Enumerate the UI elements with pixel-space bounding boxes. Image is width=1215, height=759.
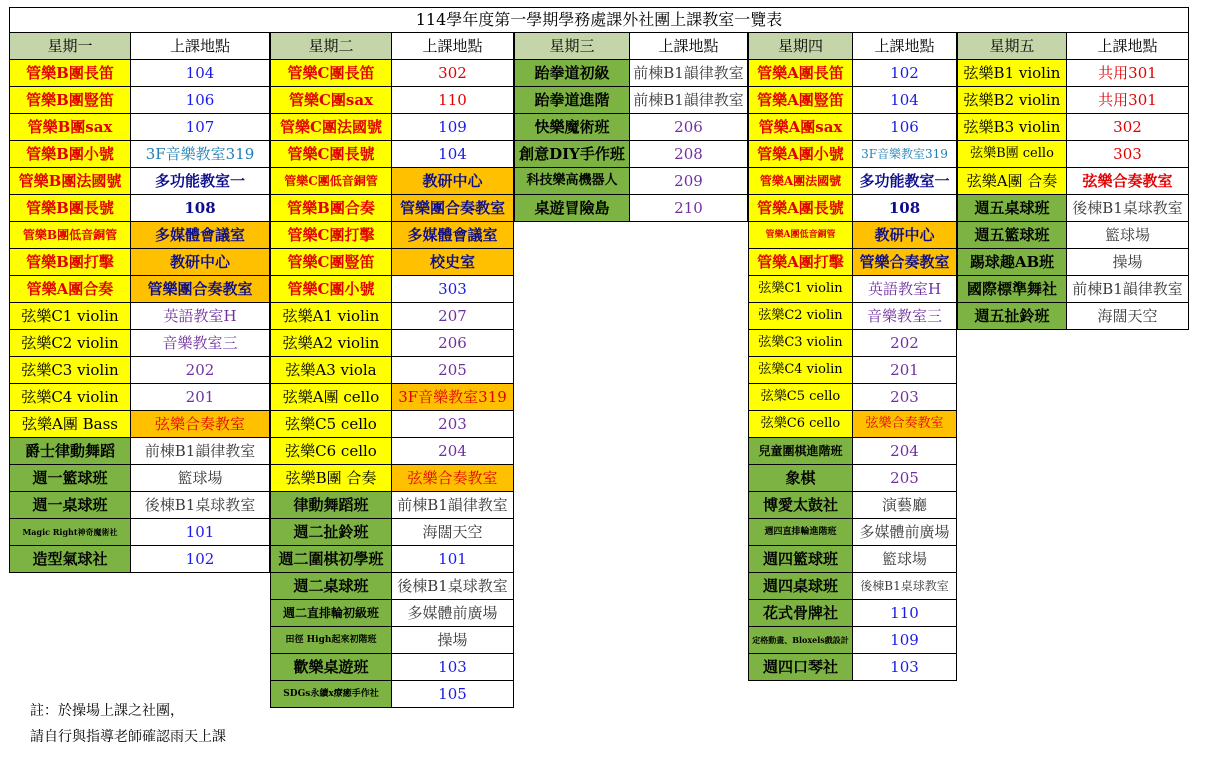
club-name: 週五籃球班 bbox=[957, 222, 1067, 249]
club-name: 管樂B團小號 bbox=[9, 141, 131, 168]
club-name: Magic Right神奇魔術社 bbox=[9, 519, 131, 546]
club-name: 爵士律動舞蹈 bbox=[9, 438, 131, 465]
club-name: 管樂A團小號 bbox=[748, 141, 853, 168]
day-header: 星期一 bbox=[9, 33, 131, 60]
club-name: 週二圍棋初學班 bbox=[270, 546, 392, 573]
club-name: 歡樂桌遊班 bbox=[270, 654, 392, 681]
day-header: 星期五 bbox=[957, 33, 1067, 60]
club-name: 管樂B團長笛 bbox=[9, 60, 131, 87]
table-row bbox=[957, 303, 1189, 330]
club-name: 弦樂C3 violin bbox=[748, 330, 853, 357]
table-row bbox=[270, 195, 514, 222]
table-row bbox=[748, 627, 957, 654]
club-name: 象棋 bbox=[748, 465, 853, 492]
table-row bbox=[270, 654, 514, 681]
table-row bbox=[748, 438, 957, 465]
room-location: 前棟B1韻律教室 bbox=[630, 60, 748, 87]
location-header: 上課地點 bbox=[630, 33, 748, 60]
room-location: 弦樂合奏教室 bbox=[392, 465, 514, 492]
club-name: 弦樂C5 cello bbox=[748, 384, 853, 411]
room-location: 英語教室H bbox=[853, 276, 957, 303]
table-row bbox=[748, 600, 957, 627]
table-row bbox=[270, 222, 514, 249]
club-name: 管樂C團sax bbox=[270, 87, 392, 114]
club-name: 弦樂C4 violin bbox=[9, 384, 131, 411]
table-row bbox=[270, 114, 514, 141]
room-location: 前棟B1韻律教室 bbox=[630, 87, 748, 114]
location-header: 上課地點 bbox=[1067, 33, 1189, 60]
club-name: 弦樂B團 cello bbox=[957, 141, 1067, 168]
club-name: 管樂C團小號 bbox=[270, 276, 392, 303]
room-location: 前棟B1韻律教室 bbox=[392, 492, 514, 519]
club-name: 週四籃球班 bbox=[748, 546, 853, 573]
club-name: 弦樂A1 violin bbox=[270, 303, 392, 330]
table-row bbox=[957, 141, 1189, 168]
room-location: 海闊天空 bbox=[1067, 303, 1189, 330]
club-name: 管樂A團sax bbox=[748, 114, 853, 141]
club-name: 週二扯鈴班 bbox=[270, 519, 392, 546]
room-location: 籃球場 bbox=[853, 546, 957, 573]
club-name: 桌遊冒險島 bbox=[514, 195, 630, 222]
table-row bbox=[270, 492, 514, 519]
club-name: 週一籃球班 bbox=[9, 465, 131, 492]
mon-header-row bbox=[9, 33, 270, 60]
thu-header-row bbox=[748, 33, 957, 60]
room-location: 3F音樂教室319 bbox=[392, 384, 514, 411]
table-row bbox=[957, 87, 1189, 114]
club-name: 週四桌球班 bbox=[748, 573, 853, 600]
room-location: 103 bbox=[392, 654, 514, 681]
table-row bbox=[748, 411, 957, 438]
table-row bbox=[748, 573, 957, 600]
table-row bbox=[748, 654, 957, 681]
club-name: 管樂A團打擊 bbox=[748, 249, 853, 276]
room-location: 204 bbox=[392, 438, 514, 465]
room-location: 101 bbox=[131, 519, 270, 546]
club-name: 弦樂C5 cello bbox=[270, 411, 392, 438]
club-name: 管樂B團sax bbox=[9, 114, 131, 141]
table-row bbox=[270, 141, 514, 168]
room-location: 205 bbox=[853, 465, 957, 492]
club-name: 弦樂B3 violin bbox=[957, 114, 1067, 141]
table-row bbox=[270, 546, 514, 573]
club-name: 管樂B團法國號 bbox=[9, 168, 131, 195]
club-name: 管樂C團法國號 bbox=[270, 114, 392, 141]
club-name: 弦樂B2 violin bbox=[957, 87, 1067, 114]
room-location: 管樂團合奏教室 bbox=[131, 276, 270, 303]
day-header: 星期四 bbox=[748, 33, 853, 60]
club-name: 造型氣球社 bbox=[9, 546, 131, 573]
room-location: 後棟B1桌球教室 bbox=[853, 573, 957, 600]
table-row bbox=[957, 168, 1189, 195]
club-name: 弦樂C3 violin bbox=[9, 357, 131, 384]
table-row bbox=[748, 87, 957, 114]
club-name: 管樂B團合奏 bbox=[270, 195, 392, 222]
club-name: 博愛太鼓社 bbox=[748, 492, 853, 519]
room-location: 108 bbox=[131, 195, 270, 222]
table-row bbox=[748, 114, 957, 141]
room-location: 多媒體前廣場 bbox=[853, 519, 957, 546]
room-location: 110 bbox=[853, 600, 957, 627]
club-name: 週五扯鈴班 bbox=[957, 303, 1067, 330]
room-location: 3F音樂教室319 bbox=[131, 141, 270, 168]
room-location: 弦樂合奏教室 bbox=[131, 411, 270, 438]
tue-header-row bbox=[270, 33, 514, 60]
club-name: 管樂C團長號 bbox=[270, 141, 392, 168]
thursday-column bbox=[748, 33, 957, 681]
table-row bbox=[514, 141, 748, 168]
club-name: 弦樂A團 cello bbox=[270, 384, 392, 411]
table-row bbox=[748, 195, 957, 222]
club-name: 管樂C團豎笛 bbox=[270, 249, 392, 276]
table-row bbox=[270, 681, 514, 708]
club-name: 管樂B團長號 bbox=[9, 195, 131, 222]
room-location: 共用301 bbox=[1067, 87, 1189, 114]
table-row bbox=[748, 141, 957, 168]
club-name: 管樂A團豎笛 bbox=[748, 87, 853, 114]
club-name: 定格動畫、Bloxels戲設計 bbox=[748, 627, 853, 654]
room-location: 106 bbox=[131, 87, 270, 114]
room-location: 103 bbox=[853, 654, 957, 681]
table-row bbox=[270, 87, 514, 114]
table-row bbox=[514, 87, 748, 114]
club-name: 管樂A團低音銅管 bbox=[748, 222, 853, 249]
table-row bbox=[9, 303, 270, 330]
fri-header-row bbox=[957, 33, 1189, 60]
table-row bbox=[9, 519, 270, 546]
room-location: 管樂團合奏教室 bbox=[392, 195, 514, 222]
table-row bbox=[514, 168, 748, 195]
club-name: 週一桌球班 bbox=[9, 492, 131, 519]
room-location: 102 bbox=[853, 60, 957, 87]
table-row bbox=[9, 141, 270, 168]
table-row bbox=[748, 519, 957, 546]
room-location: 207 bbox=[392, 303, 514, 330]
room-location: 多功能教室一 bbox=[131, 168, 270, 195]
club-name: 管樂A團長號 bbox=[748, 195, 853, 222]
club-name: 週二直排輪初級班 bbox=[270, 600, 392, 627]
table-row bbox=[270, 519, 514, 546]
club-name: 快樂魔術班 bbox=[514, 114, 630, 141]
table-row bbox=[957, 114, 1189, 141]
room-location: 多媒體會議室 bbox=[131, 222, 270, 249]
tuesday-column bbox=[270, 33, 514, 708]
club-name: 弦樂A2 violin bbox=[270, 330, 392, 357]
table-row bbox=[748, 249, 957, 276]
room-location: 104 bbox=[392, 141, 514, 168]
club-name: 週四口琴社 bbox=[748, 654, 853, 681]
room-location: 共用301 bbox=[1067, 60, 1189, 87]
club-name: 管樂A團長笛 bbox=[748, 60, 853, 87]
room-location: 106 bbox=[853, 114, 957, 141]
club-name: SDGs永續x療癒手作社 bbox=[270, 681, 392, 708]
room-location: 203 bbox=[392, 411, 514, 438]
room-location: 107 bbox=[131, 114, 270, 141]
club-name: 弦樂A3 viola bbox=[270, 357, 392, 384]
table-row bbox=[270, 384, 514, 411]
table-row bbox=[270, 438, 514, 465]
club-name: 兒童圍棋進階班 bbox=[748, 438, 853, 465]
room-location: 籃球場 bbox=[1067, 222, 1189, 249]
club-name: 律動舞蹈班 bbox=[270, 492, 392, 519]
table-row bbox=[9, 195, 270, 222]
room-location: 音樂教室三 bbox=[131, 330, 270, 357]
room-location: 多媒體會議室 bbox=[392, 222, 514, 249]
room-location: 302 bbox=[1067, 114, 1189, 141]
room-location: 209 bbox=[630, 168, 748, 195]
room-location: 104 bbox=[853, 87, 957, 114]
club-name: 弦樂A團 Bass bbox=[9, 411, 131, 438]
club-name: 弦樂C4 violin bbox=[748, 357, 853, 384]
table-row bbox=[957, 195, 1189, 222]
table-row bbox=[514, 114, 748, 141]
table-row bbox=[748, 384, 957, 411]
room-location: 303 bbox=[1067, 141, 1189, 168]
wednesday-column bbox=[514, 33, 748, 222]
table-row bbox=[957, 222, 1189, 249]
club-name: 管樂C團長笛 bbox=[270, 60, 392, 87]
room-location: 弦樂合奏教室 bbox=[1067, 168, 1189, 195]
club-name: 創意DIY手作班 bbox=[514, 141, 630, 168]
table-row bbox=[957, 276, 1189, 303]
room-location: 操場 bbox=[392, 627, 514, 654]
room-location: 105 bbox=[392, 681, 514, 708]
club-name: 管樂B團低音銅管 bbox=[9, 222, 131, 249]
table-row bbox=[748, 492, 957, 519]
table-row bbox=[748, 357, 957, 384]
room-location: 管樂合奏教室 bbox=[853, 249, 957, 276]
club-name: 弦樂C2 violin bbox=[748, 303, 853, 330]
table-row bbox=[748, 276, 957, 303]
club-name: 弦樂C6 cello bbox=[748, 411, 853, 438]
room-location: 204 bbox=[853, 438, 957, 465]
club-name: 週五桌球班 bbox=[957, 195, 1067, 222]
club-name: 弦樂A團 合奏 bbox=[957, 168, 1067, 195]
table-row bbox=[748, 465, 957, 492]
club-name: 弦樂C1 violin bbox=[748, 276, 853, 303]
club-name: 弦樂C6 cello bbox=[270, 438, 392, 465]
table-row bbox=[270, 600, 514, 627]
table-row bbox=[270, 60, 514, 87]
room-location: 302 bbox=[392, 60, 514, 87]
club-name: 國際標準舞社 bbox=[957, 276, 1067, 303]
room-location: 110 bbox=[392, 87, 514, 114]
club-name: 管樂B團豎笛 bbox=[9, 87, 131, 114]
location-header: 上課地點 bbox=[853, 33, 957, 60]
table-row bbox=[9, 411, 270, 438]
room-location: 後棟B1桌球教室 bbox=[392, 573, 514, 600]
room-location: 籃球場 bbox=[131, 465, 270, 492]
location-header: 上課地點 bbox=[392, 33, 514, 60]
table-row bbox=[9, 330, 270, 357]
table-row bbox=[748, 303, 957, 330]
room-location: 前棟B1韻律教室 bbox=[131, 438, 270, 465]
room-location: 弦樂合奏教室 bbox=[853, 411, 957, 438]
club-name: 弦樂C2 violin bbox=[9, 330, 131, 357]
table-row bbox=[9, 222, 270, 249]
table-row bbox=[9, 168, 270, 195]
table-row bbox=[9, 87, 270, 114]
room-location: 108 bbox=[853, 195, 957, 222]
club-name: 弦樂C1 violin bbox=[9, 303, 131, 330]
table-row bbox=[270, 573, 514, 600]
room-location: 音樂教室三 bbox=[853, 303, 957, 330]
room-location: 多功能教室一 bbox=[853, 168, 957, 195]
room-location: 202 bbox=[853, 330, 957, 357]
club-name: 管樂C團打擊 bbox=[270, 222, 392, 249]
wed-header-row bbox=[514, 33, 748, 60]
room-location: 教研中心 bbox=[392, 168, 514, 195]
room-location: 校史室 bbox=[392, 249, 514, 276]
table-row bbox=[9, 465, 270, 492]
table-row bbox=[9, 276, 270, 303]
note-line-1: 註：於操場上課之社團， bbox=[30, 703, 184, 719]
monday-column bbox=[9, 33, 270, 573]
table-row bbox=[270, 276, 514, 303]
club-name: 弦樂B1 violin bbox=[957, 60, 1067, 87]
room-location: 206 bbox=[392, 330, 514, 357]
room-location: 208 bbox=[630, 141, 748, 168]
room-location: 後棟B1桌球教室 bbox=[131, 492, 270, 519]
room-location: 英語教室H bbox=[131, 303, 270, 330]
club-name: 管樂A團法國號 bbox=[748, 168, 853, 195]
club-name: 管樂C團低音銅管 bbox=[270, 168, 392, 195]
table-row bbox=[270, 249, 514, 276]
table-row bbox=[748, 60, 957, 87]
table-row bbox=[9, 492, 270, 519]
table-row bbox=[748, 546, 957, 573]
room-location: 109 bbox=[853, 627, 957, 654]
room-location: 102 bbox=[131, 546, 270, 573]
room-location: 303 bbox=[392, 276, 514, 303]
table-row bbox=[514, 60, 748, 87]
table-row bbox=[957, 249, 1189, 276]
table-row bbox=[9, 357, 270, 384]
club-name: 週四直排輪進階班 bbox=[748, 519, 853, 546]
table-row bbox=[270, 303, 514, 330]
table-row bbox=[957, 60, 1189, 87]
table-row bbox=[270, 330, 514, 357]
table-row bbox=[748, 222, 957, 249]
table-row bbox=[748, 168, 957, 195]
table-row bbox=[270, 627, 514, 654]
table-row bbox=[270, 465, 514, 492]
table-row bbox=[748, 330, 957, 357]
day-header: 星期二 bbox=[270, 33, 392, 60]
table-row bbox=[270, 411, 514, 438]
table-row bbox=[270, 168, 514, 195]
room-location: 109 bbox=[392, 114, 514, 141]
club-name: 管樂A團合奏 bbox=[9, 276, 131, 303]
club-name: 科技樂高機器人 bbox=[514, 168, 630, 195]
room-location: 203 bbox=[853, 384, 957, 411]
club-name: 花式骨牌社 bbox=[748, 600, 853, 627]
room-location: 多媒體前廣場 bbox=[392, 600, 514, 627]
table-row bbox=[9, 60, 270, 87]
room-location: 201 bbox=[131, 384, 270, 411]
table-row bbox=[9, 546, 270, 573]
club-name: 跆拳道初級 bbox=[514, 60, 630, 87]
room-location: 後棟B1桌球教室 bbox=[1067, 195, 1189, 222]
club-name: 田徑 High起來初階班 bbox=[270, 627, 392, 654]
club-name: 管樂B團打擊 bbox=[9, 249, 131, 276]
table-row bbox=[9, 114, 270, 141]
room-location: 教研中心 bbox=[853, 222, 957, 249]
room-location: 202 bbox=[131, 357, 270, 384]
day-header: 星期三 bbox=[514, 33, 630, 60]
room-location: 演藝廳 bbox=[853, 492, 957, 519]
table-row bbox=[9, 438, 270, 465]
friday-column bbox=[957, 33, 1189, 330]
table-row bbox=[514, 195, 748, 222]
room-location: 前棟B1韻律教室 bbox=[1067, 276, 1189, 303]
note-line-2: 請自行與指導老師確認雨天上課 bbox=[30, 729, 226, 745]
location-header: 上課地點 bbox=[131, 33, 270, 60]
room-location: 3F音樂教室319 bbox=[853, 141, 957, 168]
club-name: 週二桌球班 bbox=[270, 573, 392, 600]
table-row bbox=[9, 384, 270, 411]
page-title: 114學年度第一學期學務處課外社團上課教室一覽表 bbox=[9, 7, 1189, 33]
room-location: 海闊天空 bbox=[392, 519, 514, 546]
club-name: 跆拳道進階 bbox=[514, 87, 630, 114]
club-name: 弦樂B團 合奏 bbox=[270, 465, 392, 492]
table-row bbox=[270, 357, 514, 384]
club-name: 踢球趣AB班 bbox=[957, 249, 1067, 276]
room-location: 104 bbox=[131, 60, 270, 87]
room-location: 操場 bbox=[1067, 249, 1189, 276]
room-location: 101 bbox=[392, 546, 514, 573]
room-location: 201 bbox=[853, 357, 957, 384]
room-location: 教研中心 bbox=[131, 249, 270, 276]
table-row bbox=[9, 249, 270, 276]
room-location: 206 bbox=[630, 114, 748, 141]
room-location: 205 bbox=[392, 357, 514, 384]
room-location: 210 bbox=[630, 195, 748, 222]
